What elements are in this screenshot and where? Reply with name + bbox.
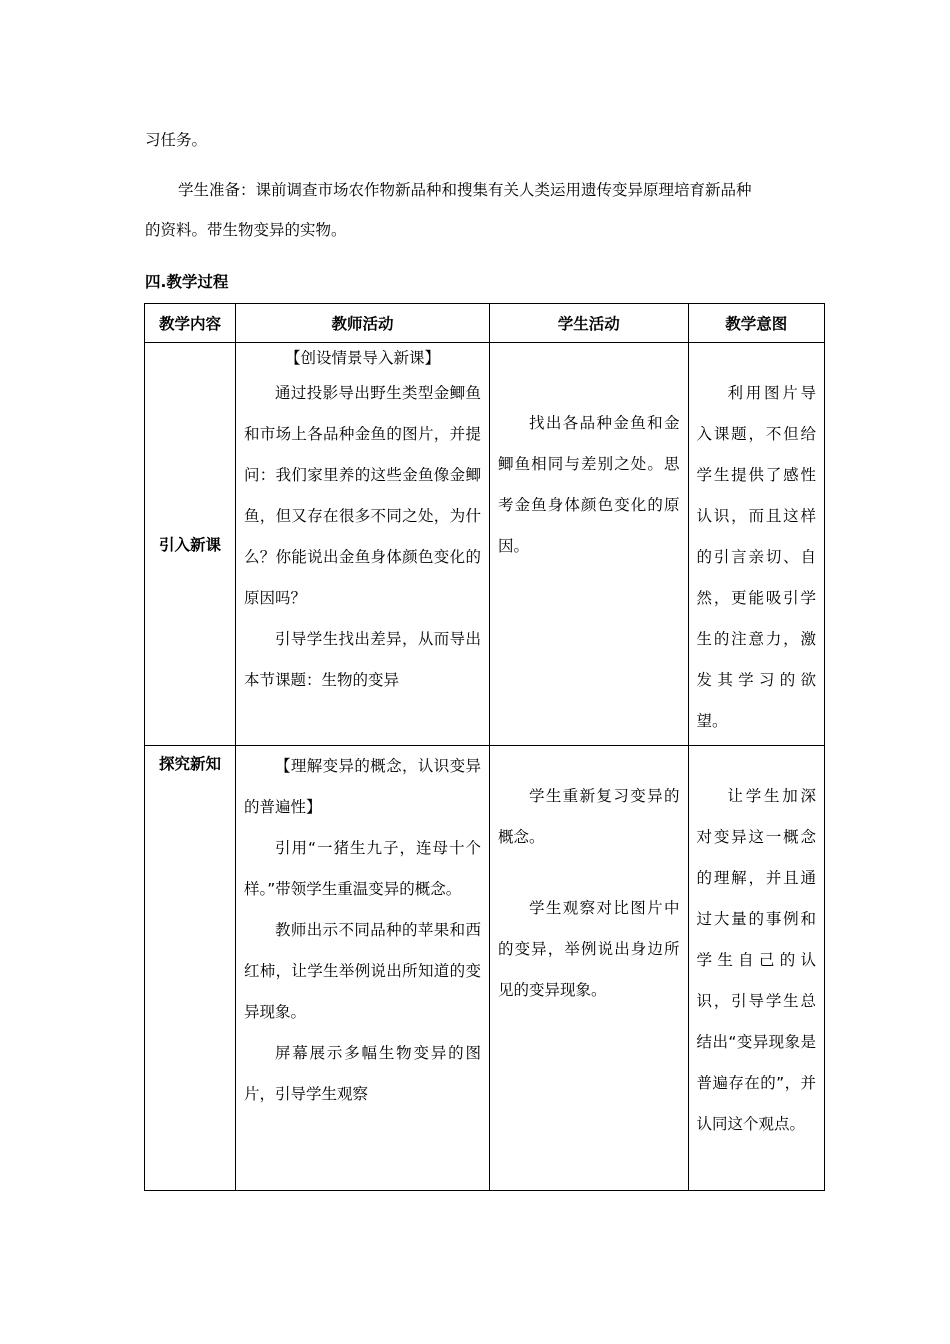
- table-row: [145, 343, 825, 746]
- teacher-activity-text: 通过投影导出野生类型金鲫鱼和市场上各品种金鱼的图片，并提问：我们家里养的这些金鱼像金鲫鱼，但又存在很多不同之处，为什么？你能说出金鱼身体颜色变化的原因吗？: [243, 384, 481, 607]
- teacher-activity-text: 教师出示不同品种的苹果和西红柿，让学生举例说出所知道的变异现象。: [243, 921, 481, 1021]
- paragraph-continuation: 习任务。: [145, 131, 208, 149]
- teaching-intent-text: 让学生加深对变异这一概念的理解，并且通过大量的事例和学生自己的认识，引导学生总结出“变异现象是普遍存在的”，并认同这个观点。: [696, 787, 816, 1133]
- header-teacher-activity: 教师活动: [235, 304, 489, 343]
- student-activity-text: 找出各品种金鱼和金鲫鱼相同与差别之处。思考金鱼身体颜色变化的原因。: [497, 414, 680, 555]
- table-row: [145, 746, 825, 1191]
- paragraph-student-preparation-cont: 的资料。带生物变异的实物。: [145, 221, 347, 239]
- teacher-activity-title: 【创设情景导入新课】: [284, 349, 440, 367]
- header-content: 教学内容: [145, 304, 236, 343]
- table-header-row: [145, 304, 825, 343]
- teacher-activity-text: 引用“一猪生九子，连母十个样。”带领学生重温变异的概念。: [243, 839, 481, 898]
- header-teaching-intent: 教学意图: [688, 304, 824, 343]
- row-label: 引入新课: [145, 343, 236, 746]
- teacher-activity-title: 【理解变异的概念，认识变异的普遍性】: [243, 757, 481, 816]
- teaching-intent-cell: [688, 343, 824, 746]
- teacher-activity-text: 引导学生找出差异，从而导出本节课题：生物的变异: [243, 630, 481, 689]
- teaching-intent-text: 利用图片导入课题，不但给学生提供了感性认识，而且这样的引言亲切、自然，更能吸引学生的注意力，激发其学习的欲望。: [696, 384, 816, 730]
- row-label: 探究新知: [145, 746, 236, 1191]
- student-activity-cell: [489, 343, 688, 746]
- section-heading: 四.教学过程: [145, 273, 229, 291]
- teacher-activity-cell: [235, 746, 489, 1191]
- teaching-intent-cell: [688, 746, 824, 1191]
- paragraph-student-preparation: 学生准备：课前调查市场农作物新品种和搜集有关人类运用遗传变异原理培育新品种: [178, 181, 752, 199]
- student-activity-text: 学生观察对比图片中的变异，举例说出身边所见的变异现象。: [497, 899, 680, 999]
- teacher-activity-text: 屏幕展示多幅生物变异的图片，引导学生观察: [243, 1044, 481, 1103]
- header-student-activity: 学生活动: [489, 304, 688, 343]
- student-activity-cell: [489, 746, 688, 1191]
- spacer: [498, 858, 680, 888]
- teaching-process-table: [144, 303, 825, 1191]
- teacher-activity-cell: [235, 343, 489, 746]
- student-activity-text: 学生重新复习变异的概念。: [497, 787, 680, 846]
